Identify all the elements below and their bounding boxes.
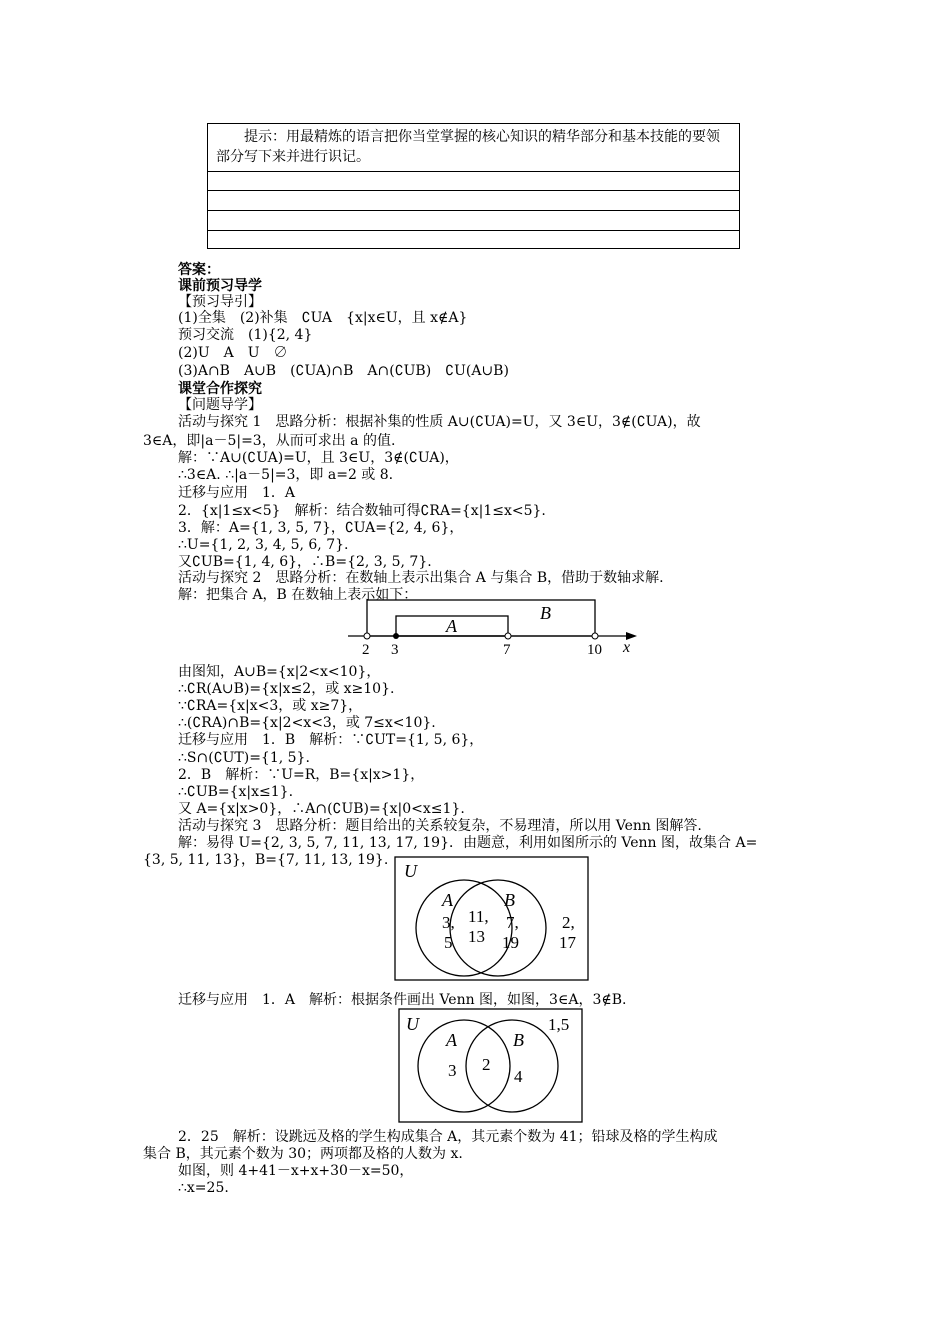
answer-line: 迁移与应用 1．B 解析：∵∁UT={1, 5, 6}， <box>178 732 484 748</box>
circle-a <box>418 1020 510 1112</box>
writing-line <box>208 171 739 172</box>
answer-line: 迁移与应用 1．A 解析：根据条件画出 Venn 图，如图，3∈A，3∉B. <box>178 992 627 1008</box>
answer-line: ∴(∁RA)∩B={x|2<x<3，或 7≤x<10}. <box>178 715 436 731</box>
label-u: U <box>404 861 417 881</box>
writing-line <box>208 230 739 231</box>
label-b: B <box>504 890 515 910</box>
answer-line: 【问题导学】 <box>178 397 262 413</box>
label-b: B <box>513 1030 524 1050</box>
answer-line: (1)全集 (2)补集 ∁UA {x|x∈U，且 x∉A} <box>178 310 468 326</box>
answer-line: 由图知，A∪B={x|2<x<10}， <box>178 664 381 680</box>
closed-point <box>393 633 399 639</box>
intersection-values: 13 <box>468 927 485 946</box>
writing-line <box>208 190 739 191</box>
answer-line: ∴∁UB={x|x≤1}. <box>178 784 294 800</box>
answer-line: 迁移与应用 1．A <box>178 485 296 501</box>
answer-line: ∴S∩(∁UT)={1, 5}. <box>178 750 310 766</box>
set-b-interval <box>367 600 595 636</box>
number-line-figure <box>345 597 645 659</box>
open-point <box>505 633 511 639</box>
answer-line: 3∈A，即|a－5|=3，从而可求出 a 的值. <box>143 433 396 449</box>
answer-line: 活动与探究 3 思路分析：题目给出的关系较复杂，不易理清，所以用 Venn 图解答. <box>178 818 702 834</box>
answer-line: 活动与探究 1 思路分析：根据补集的性质 A∪(∁UA)=U，又 3∈U，3∉(∁UA)，故 <box>178 414 701 430</box>
answer-line: ∴3∈A. ∴|a－5|=3，即 a=2 或 8. <box>178 467 394 483</box>
a-only-values: 3, <box>442 913 455 932</box>
answer-line: 2．B 解析：∵U=R，B={x|x>1}， <box>178 767 425 783</box>
a-only-values: 5 <box>444 933 453 952</box>
tip-text: 提示：用最精炼的语言把你当堂掌握的核心知识的精华部分和基本技能的要领部分写下来并进行识记。 <box>216 129 720 165</box>
answer-line: 解：∵A∪(∁UA)=U，且 3∈U，3∉(∁UA)， <box>178 450 459 466</box>
intersection-values: 11, <box>468 907 489 926</box>
label-u: U <box>406 1014 419 1034</box>
answer-line: 如图，则 4+41－x+x+30－x=50， <box>178 1163 414 1179</box>
venn-diagram-2 <box>398 1008 584 1125</box>
answer-line: 2．{x|1≤x<5} 解析：结合数轴可得∁RA={x|1≤x<5}. <box>178 503 546 519</box>
open-point <box>364 633 370 639</box>
b-only-values: 7, <box>506 913 519 932</box>
answer-line: 又∁UB={1, 4, 6}，∴B={2, 3, 5, 7}. <box>178 554 432 570</box>
answer-line: 活动与探究 2 思路分析：在数轴上表示出集合 A 与集合 B，借助于数轴求解. <box>178 570 664 586</box>
axis-x-label: x <box>623 639 631 656</box>
label-a: A <box>442 890 453 910</box>
answer-line: ∴U={1, 2, 3, 4, 5, 6, 7}. <box>178 537 349 553</box>
outside-values: 17 <box>559 933 576 952</box>
b-only-values: 19 <box>502 933 519 952</box>
answer-line: 课堂合作探究 <box>178 381 262 397</box>
answer-line: (3)A∩B A∪B (∁UA)∩B A∩(∁UB) ∁U(A∪B) <box>178 363 509 379</box>
answer-line: ∴∁R(A∪B)={x|x≤2，或 x≥10}. <box>178 681 395 697</box>
answer-line: 解：把集合 A，B 在数轴上表示如下： <box>178 587 418 603</box>
answer-line: 课前预习导学 <box>178 278 262 294</box>
answer-line: 预习交流 (1){2, 4} <box>178 327 313 343</box>
answer-line: ∵∁RA={x|x<3，或 x≥7}， <box>178 698 363 714</box>
tick-label: 3 <box>391 642 399 658</box>
answer-line: 3．解：A={1, 3, 5, 7}，∁UA={2, 4, 6}， <box>178 520 464 536</box>
circle-b <box>466 1020 558 1112</box>
label-a: A <box>446 1030 457 1050</box>
answer-line: 集合 B，其元素个数为 30；两项都及格的人数为 x. <box>143 1146 463 1162</box>
answer-line: {3, 5, 11, 13}，B={7, 11, 13, 19}. <box>143 852 389 868</box>
answer-line: (2)U A U ∅ <box>178 345 288 361</box>
writing-line <box>208 210 739 211</box>
outside-values: 1,5 <box>548 1015 570 1034</box>
b-only-value: 4 <box>514 1067 523 1086</box>
intersection-value: 2 <box>482 1055 491 1074</box>
answer-line: 答案： <box>178 262 220 278</box>
tick-label: 7 <box>503 642 511 658</box>
answer-line: 又 A={x|x>0}，∴A∩(∁UB)={x|0<x≤1}. <box>178 801 465 817</box>
answer-line: 解：易得 U={2, 3, 5, 7, 11, 13, 17, 19}．由题意，利用如图所示的 Venn 图，故集合 A= <box>178 835 758 851</box>
answer-line: 【预习导引】 <box>178 294 262 310</box>
a-only-value: 3 <box>448 1061 457 1080</box>
summary-box <box>207 123 740 249</box>
answer-line: 2．25 解析：设跳远及格的学生构成集合 A，其元素个数为 41；铅球及格的学生构成 <box>178 1129 718 1145</box>
venn-diagram-1 <box>394 856 590 982</box>
tick-label: 2 <box>362 642 370 658</box>
label-b: B <box>540 603 551 623</box>
open-point <box>592 633 598 639</box>
universal-rect <box>395 857 588 980</box>
answer-line: ∴x=25. <box>178 1180 229 1196</box>
outside-values: 2, <box>562 913 575 932</box>
label-a: A <box>446 616 457 636</box>
tick-label: 10 <box>587 642 602 658</box>
